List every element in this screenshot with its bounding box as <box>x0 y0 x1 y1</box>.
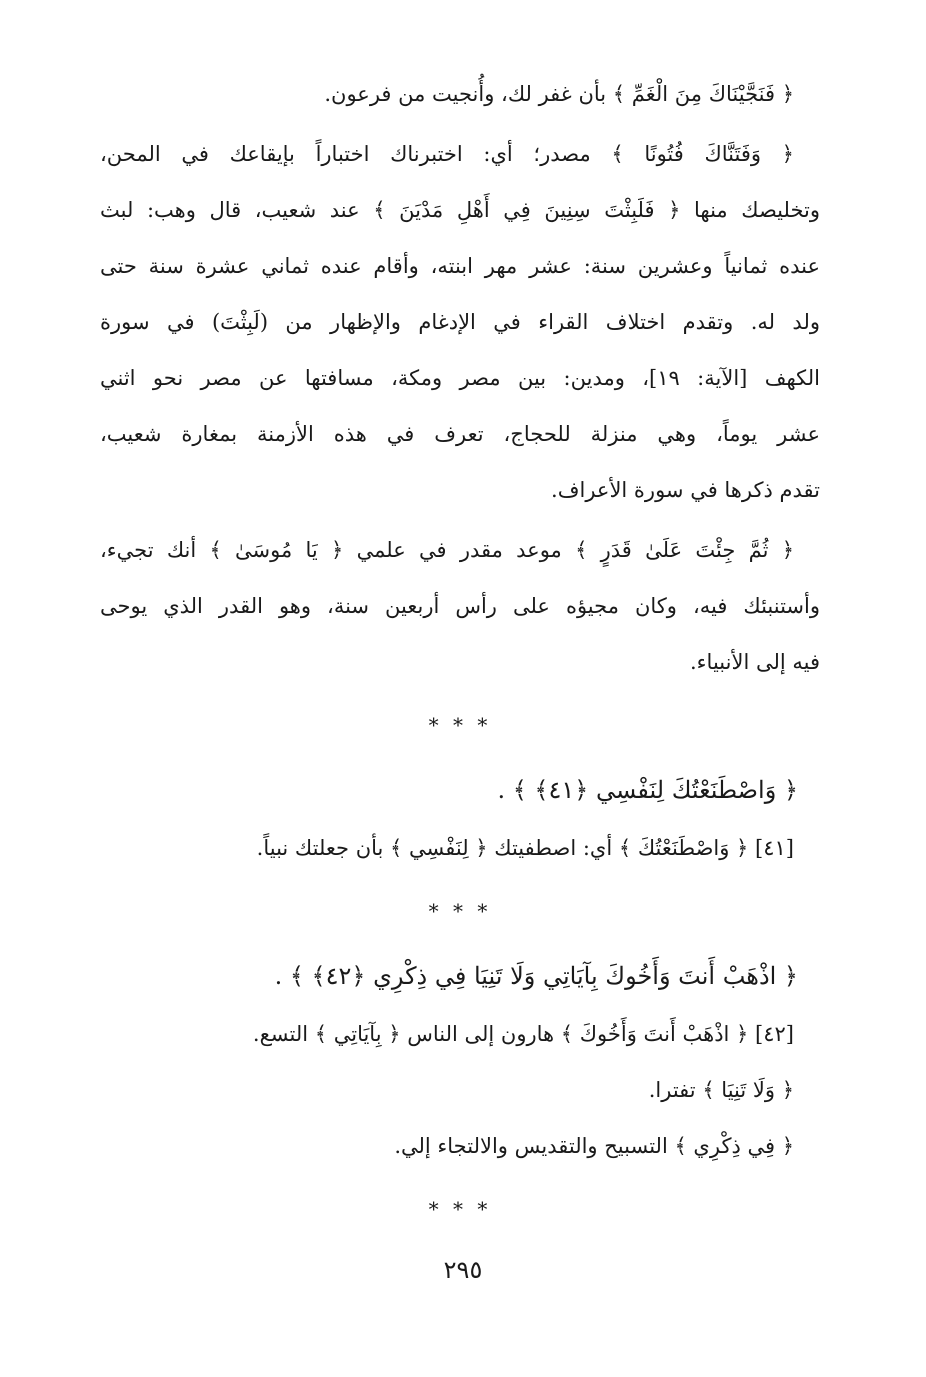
text-line: عنده ثمانياً وعشرين سنة: عشر مهر ابنته، وأقام عنده ثماني عشرة سنة حتى <box>100 254 820 278</box>
tafsir-42-note: ﴿ فِي ذِكْرِي ﴾ التسبيح والتقديس والالتجاء إلي. <box>394 1134 794 1158</box>
section-separator: * * * <box>428 899 492 923</box>
quran-verse-41: ﴿ وَاصْطَنَعْتُكَ لِنَفْسِي ﴿٤١﴾ ﴾ . <box>497 776 798 804</box>
text-line: وأستنبئك فيه، وكان مجيؤه على رأس أربعين سنة، وهو القدر الذي يوحى <box>100 594 820 618</box>
text-line: ﴿ وَفَتَنَّاكَ فُتُونًا ﴾ مصدر؛ أي: اختبرناك اختباراً بإيقاعك في المحن، <box>100 142 794 166</box>
tafsir-42: [٤٢] ﴿ اذْهَبْ أَنتَ وَأَخُوكَ ﴾ هارون إلى الناس ﴿ بِآيَاتِي ﴾ التسع. <box>252 1022 794 1046</box>
tafsir-42-note: ﴿ وَلَا تَنِيَا ﴾ تفترا. <box>648 1078 794 1102</box>
text-line: فيه إلى الأنبياء. <box>690 650 820 674</box>
text-line: ﴿ ثُمَّ جِئْتَ عَلَىٰ قَدَرٍ ﴾ موعد مقدر في علمي ﴿ يَا مُوسَىٰ ﴾ أنك تجيء، <box>100 538 794 562</box>
text-line: عشر يوماً، وهي منزلة للحجاج، تعرف في هذه الأزمنة بمغارة شعيب، <box>100 422 820 446</box>
page-body <box>100 66 820 1244</box>
text-line: وتخليصك منها ﴿ فَلَبِثْتَ سِنِينَ فِي أَهْلِ مَدْيَنَ ﴾ عند شعيب، قال وهب: لبث <box>100 198 820 222</box>
tafsir-41: [٤١] ﴿ وَاصْطَنَعْتُكَ ﴾ أي: اصطفيتك ﴿ لِنَفْسِي ﴾ بأن جعلتك نبياً. <box>256 836 794 860</box>
text-line: ولد له. وتقدم اختلاف القراء في الإدغام والإظهار من (لَبِثْتَ) في سورة <box>100 310 820 334</box>
page-number: ٢٩٥ <box>443 1256 483 1284</box>
text-line: الكهف [الآية: ١٩]، ومدين: بين مصر ومكة، مسافتها عن مصر نحو اثني <box>100 366 820 390</box>
text-line: ﴿ فَنَجَّيْنَاكَ مِنَ الْغَمِّ ﴾ بأن غفر لك، وأُنجيت من فرعون. <box>324 82 794 106</box>
section-separator: * * * <box>428 1197 492 1221</box>
quran-verse-42: ﴿ اذْهَبْ أَنتَ وَأَخُوكَ بِآيَاتِي وَلَا تَنِيَا فِي ذِكْرِي ﴿٤٢﴾ ﴾ . <box>274 962 798 990</box>
text-line: تقدم ذكرها في سورة الأعراف. <box>551 478 820 502</box>
section-separator: * * * <box>428 713 492 737</box>
